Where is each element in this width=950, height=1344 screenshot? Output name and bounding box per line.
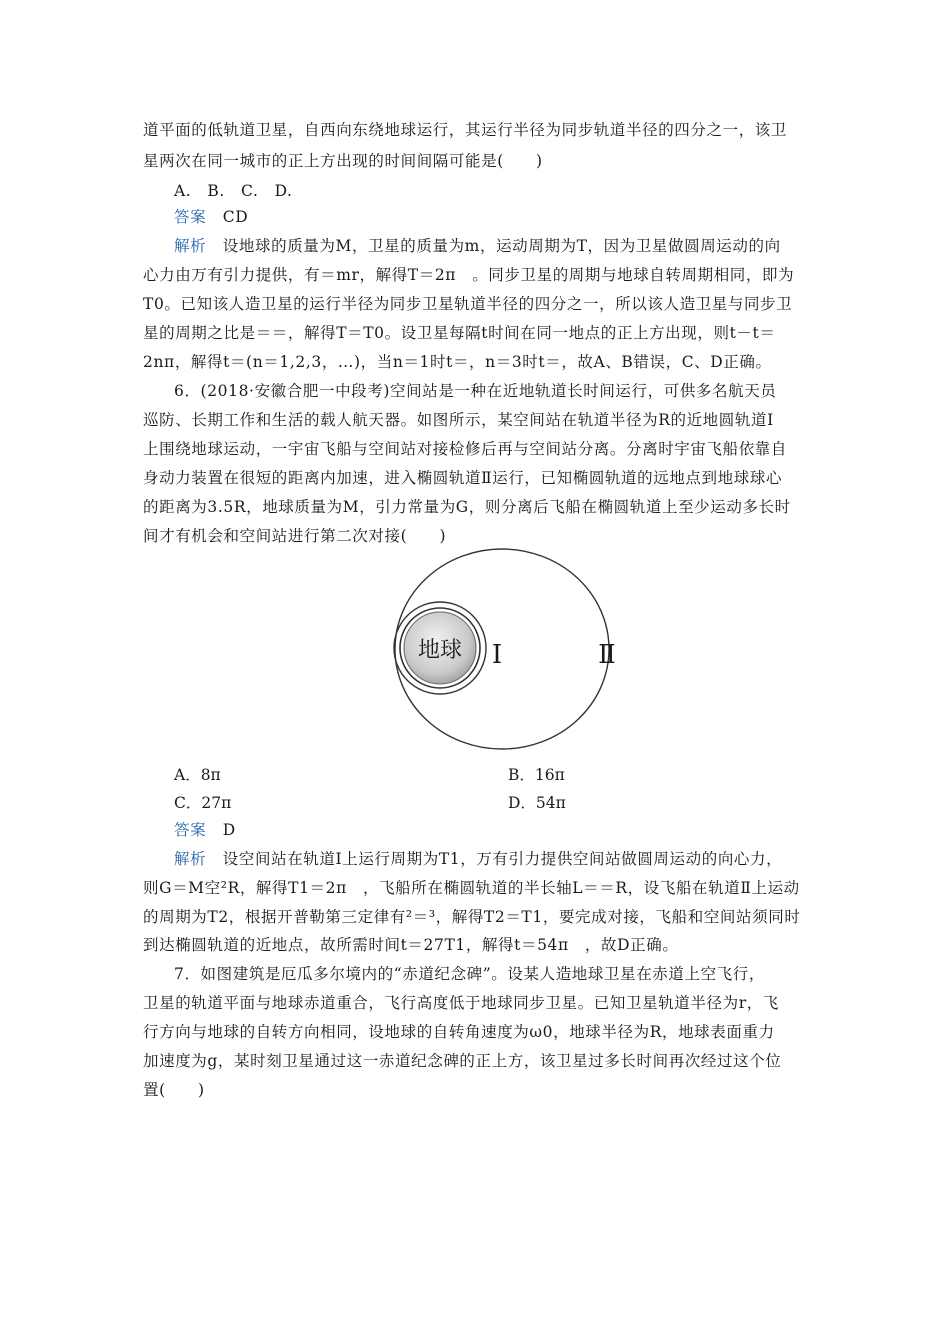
text-line: 道平面的低轨道卫星，自西向东绕地球运行，其运行半径为同步轨道半径的四分之一，该卫 [143, 121, 788, 139]
question-7-line: 7．如图建筑是厄瓜多尔境内的“赤道纪念碑”。设某人造地球卫星在赤道上空飞行， [174, 965, 766, 983]
answer-line [174, 817, 824, 843]
text-line: 心力由万有引力提供，有＝mr，解得T＝2π 。同步卫星的周期与地球自转周期相同，即为 [143, 266, 795, 284]
text-line: 则G＝M空²R，解得T1＝2π ，飞船所在椭圆轨道的半长轴L＝＝R，设飞船在轨道Ⅱ上运动 [143, 879, 800, 897]
earth-label: 地球 [417, 638, 463, 663]
text-line: 星的周期之比是＝＝，解得T＝T0。设卫星每隔t时间在同一地点的正上方出现，则t－t＝ [143, 324, 776, 342]
text-line: 间才有机会和空间站进行第二次对接( ) [143, 527, 447, 545]
orbit-1-label: Ⅰ [491, 640, 503, 670]
answer-value: CD [222, 208, 249, 226]
orbit-diagram [385, 543, 625, 763]
analysis-line [174, 846, 824, 872]
text-line: 的周期为T2，根据开普勒第三定律有²＝³，解得T2＝T1，要完成对接，飞船和空间站须同时 [143, 908, 801, 926]
answer-label: 答案 [174, 821, 207, 839]
option-d: D．54π [508, 794, 566, 812]
analysis-label: 解析 [174, 237, 207, 255]
text-line: 身动力装置在很短的距离内加速，进入椭圆轨道Ⅱ运行，已知椭圆轨道的远地点到地球球心 [143, 469, 783, 487]
text-line: 置( ) [143, 1081, 205, 1099]
answer-value: D [222, 821, 236, 839]
text-line: 的距离为3.5R，地球质量为M，引力常量为G，则分离后飞船在椭圆轨道上至少运动多长时 [143, 498, 791, 516]
analysis-text: 设地球的质量为M，卫星的质量为m，运动周期为T，因为卫星做圆周运动的向 [222, 237, 781, 255]
text-line: 2nπ，解得t＝(n＝1,2,3，…)，当n＝1时t＝，n＝3时t＝，故A、B错误，C、D正确。 [143, 353, 772, 371]
question-6-line: 6．(2018·安徽合肥一中段考)空间站是一种在近地轨道长时间运行，可供多名航天员 [174, 382, 777, 400]
text-line: T0。已知该人造卫星的运行半径为同步卫星轨道半径的四分之一，所以该人造卫星与同步卫 [143, 295, 793, 313]
analysis-label: 解析 [174, 850, 207, 868]
choices-line: A. B. C. D. [174, 182, 293, 200]
orbit-2-label: Ⅱ [598, 640, 616, 670]
option-b: B．16π [508, 766, 565, 784]
text-line: 卫星的轨道平面与地球赤道重合，飞行高度低于地球同步卫星。已知卫星轨道半径为r，飞 [143, 994, 779, 1012]
text-line: 巡防、长期工作和生活的载人航天器。如图所示，某空间站在轨道半径为R的近地圆轨道Ⅰ [143, 411, 774, 429]
text-line: 加速度为g，某时刻卫星通过这一赤道纪念碑的正上方，该卫星过多长时间再次经过这个位 [143, 1052, 782, 1070]
text-line: 行方向与地球的自转方向相同，设地球的自转角速度为ω0，地球半径为R，地球表面重力 [143, 1023, 775, 1041]
answer-label: 答案 [174, 208, 207, 226]
analysis-line [174, 233, 824, 259]
analysis-text: 设空间站在轨道Ⅰ上运行周期为T1，万有引力提供空间站做圆周运动的向心力， [222, 850, 783, 868]
answer-line [174, 204, 824, 230]
option-a: A．8π [174, 766, 221, 784]
text-line: 到达椭圆轨道的近地点，故所需时间t＝27T1，解得t＝54π ，故D正确。 [143, 936, 679, 954]
text-line: 星两次在同一城市的正上方出现的时间间隔可能是( ) [143, 152, 543, 170]
text-line: 上围绕地球运动，一宇宙飞船与空间站对接检修后再与空间站分离。分离时宇宙飞船依靠自 [143, 440, 788, 458]
option-c: C．27π [174, 794, 232, 812]
